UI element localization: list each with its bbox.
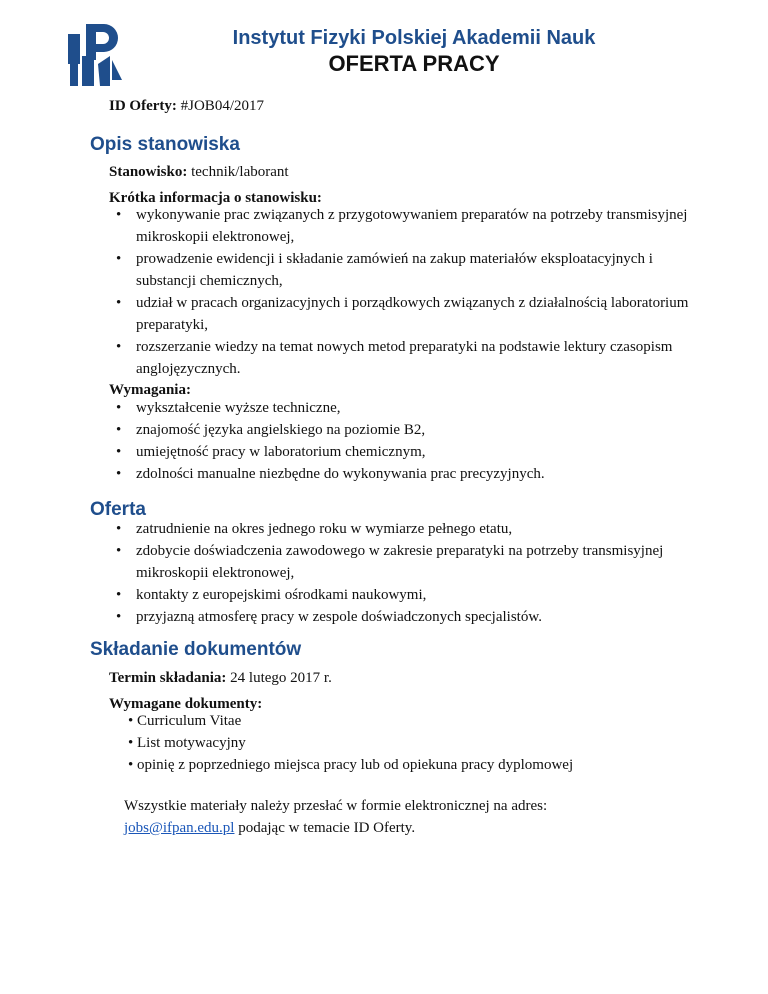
list-item: • zatrudnienie na okres jednego roku w wymiarze pełnego etatu, bbox=[110, 518, 716, 540]
documents-list bbox=[128, 710, 573, 776]
position-label: Stanowisko: bbox=[109, 164, 188, 180]
list-item: • kontakty z europejskimi ośrodkami naukowymi, bbox=[110, 584, 716, 606]
list-item: • znajomość języka angielskiego na poziomie B2, bbox=[110, 419, 716, 441]
institute-name: Instytut Fizyki Polskiej Akademii Nauk bbox=[232, 27, 596, 49]
deadline-label: Termin składania: bbox=[109, 670, 227, 686]
list-item: • przyjazną atmosferę pracy w zespole doświadczonych specjalistów. bbox=[110, 606, 716, 628]
offer-list bbox=[110, 518, 716, 628]
list-item: • udział w pracach organizacyjnych i porządkowych związanych z działalnością laboratorium preparatyki, bbox=[110, 292, 716, 336]
list-item: • zdobycie doświadczenia zawodowego w zakresie preparatyki na potrzeby transmisyjnej mikroskopii elektronowej, bbox=[110, 540, 716, 584]
requirements-list bbox=[110, 397, 716, 485]
list-item: • prowadzenie ewidencji i składanie zamówień na zakup materiałów eksploatacyjnych i substancji chemicznych, bbox=[110, 248, 716, 292]
list-item: • List motywacyjny bbox=[128, 732, 573, 754]
list-item: • umiejętność pracy w laboratorium chemicznym, bbox=[110, 441, 716, 463]
list-item: • wykonywanie prac związanych z przygotowywaniem preparatów na potrzeby transmisyjnej mikroskopii elektronowej, bbox=[110, 204, 716, 248]
position-value: technik/laborant bbox=[191, 164, 289, 180]
position-line bbox=[109, 162, 289, 182]
list-item: • Curriculum Vitae bbox=[128, 710, 573, 732]
info-list bbox=[110, 204, 716, 380]
offer-id-value: #JOB04/2017 bbox=[180, 98, 264, 114]
document-header bbox=[60, 26, 768, 77]
section-heading-oferta: Oferta bbox=[90, 499, 146, 520]
deadline-line bbox=[109, 668, 332, 688]
list-item: • zdolności manualne niezbędne do wykonywania prac precyzyjnych. bbox=[110, 463, 716, 485]
documents-label: Wymagane dokumenty: bbox=[109, 696, 263, 712]
section-heading-skladanie: Składanie dokumentów bbox=[90, 639, 302, 660]
closing-suffix: podając w temacie ID Oferty. bbox=[234, 820, 416, 836]
requirements-label: Wymagania: bbox=[109, 382, 191, 398]
deadline-value: 24 lutego 2017 r. bbox=[230, 670, 332, 686]
closing-text-line2 bbox=[124, 818, 415, 838]
list-item: • rozszerzanie wiedzy na temat nowych metod preparatyki na podstawie lektury czasopism anglojęzycznych. bbox=[110, 336, 716, 380]
list-item: • opinię z poprzedniego miejsca pracy lub od opiekuna pracy dyplomowej bbox=[128, 754, 573, 776]
info-label: Krótka informacja o stanowisku: bbox=[109, 190, 322, 206]
document-title: OFERTA PRACY bbox=[328, 51, 500, 76]
closing-text-line1: Wszystkie materiały należy przesłać w formie elektronicznej na adres: bbox=[124, 798, 548, 814]
offer-id-label: ID Oferty: bbox=[109, 98, 177, 114]
offer-id bbox=[109, 98, 264, 115]
email-link[interactable]: jobs@ifpan.edu.pl bbox=[124, 820, 235, 836]
section-heading-opis: Opis stanowiska bbox=[90, 134, 240, 155]
list-item: • wykształcenie wyższe techniczne, bbox=[110, 397, 716, 419]
